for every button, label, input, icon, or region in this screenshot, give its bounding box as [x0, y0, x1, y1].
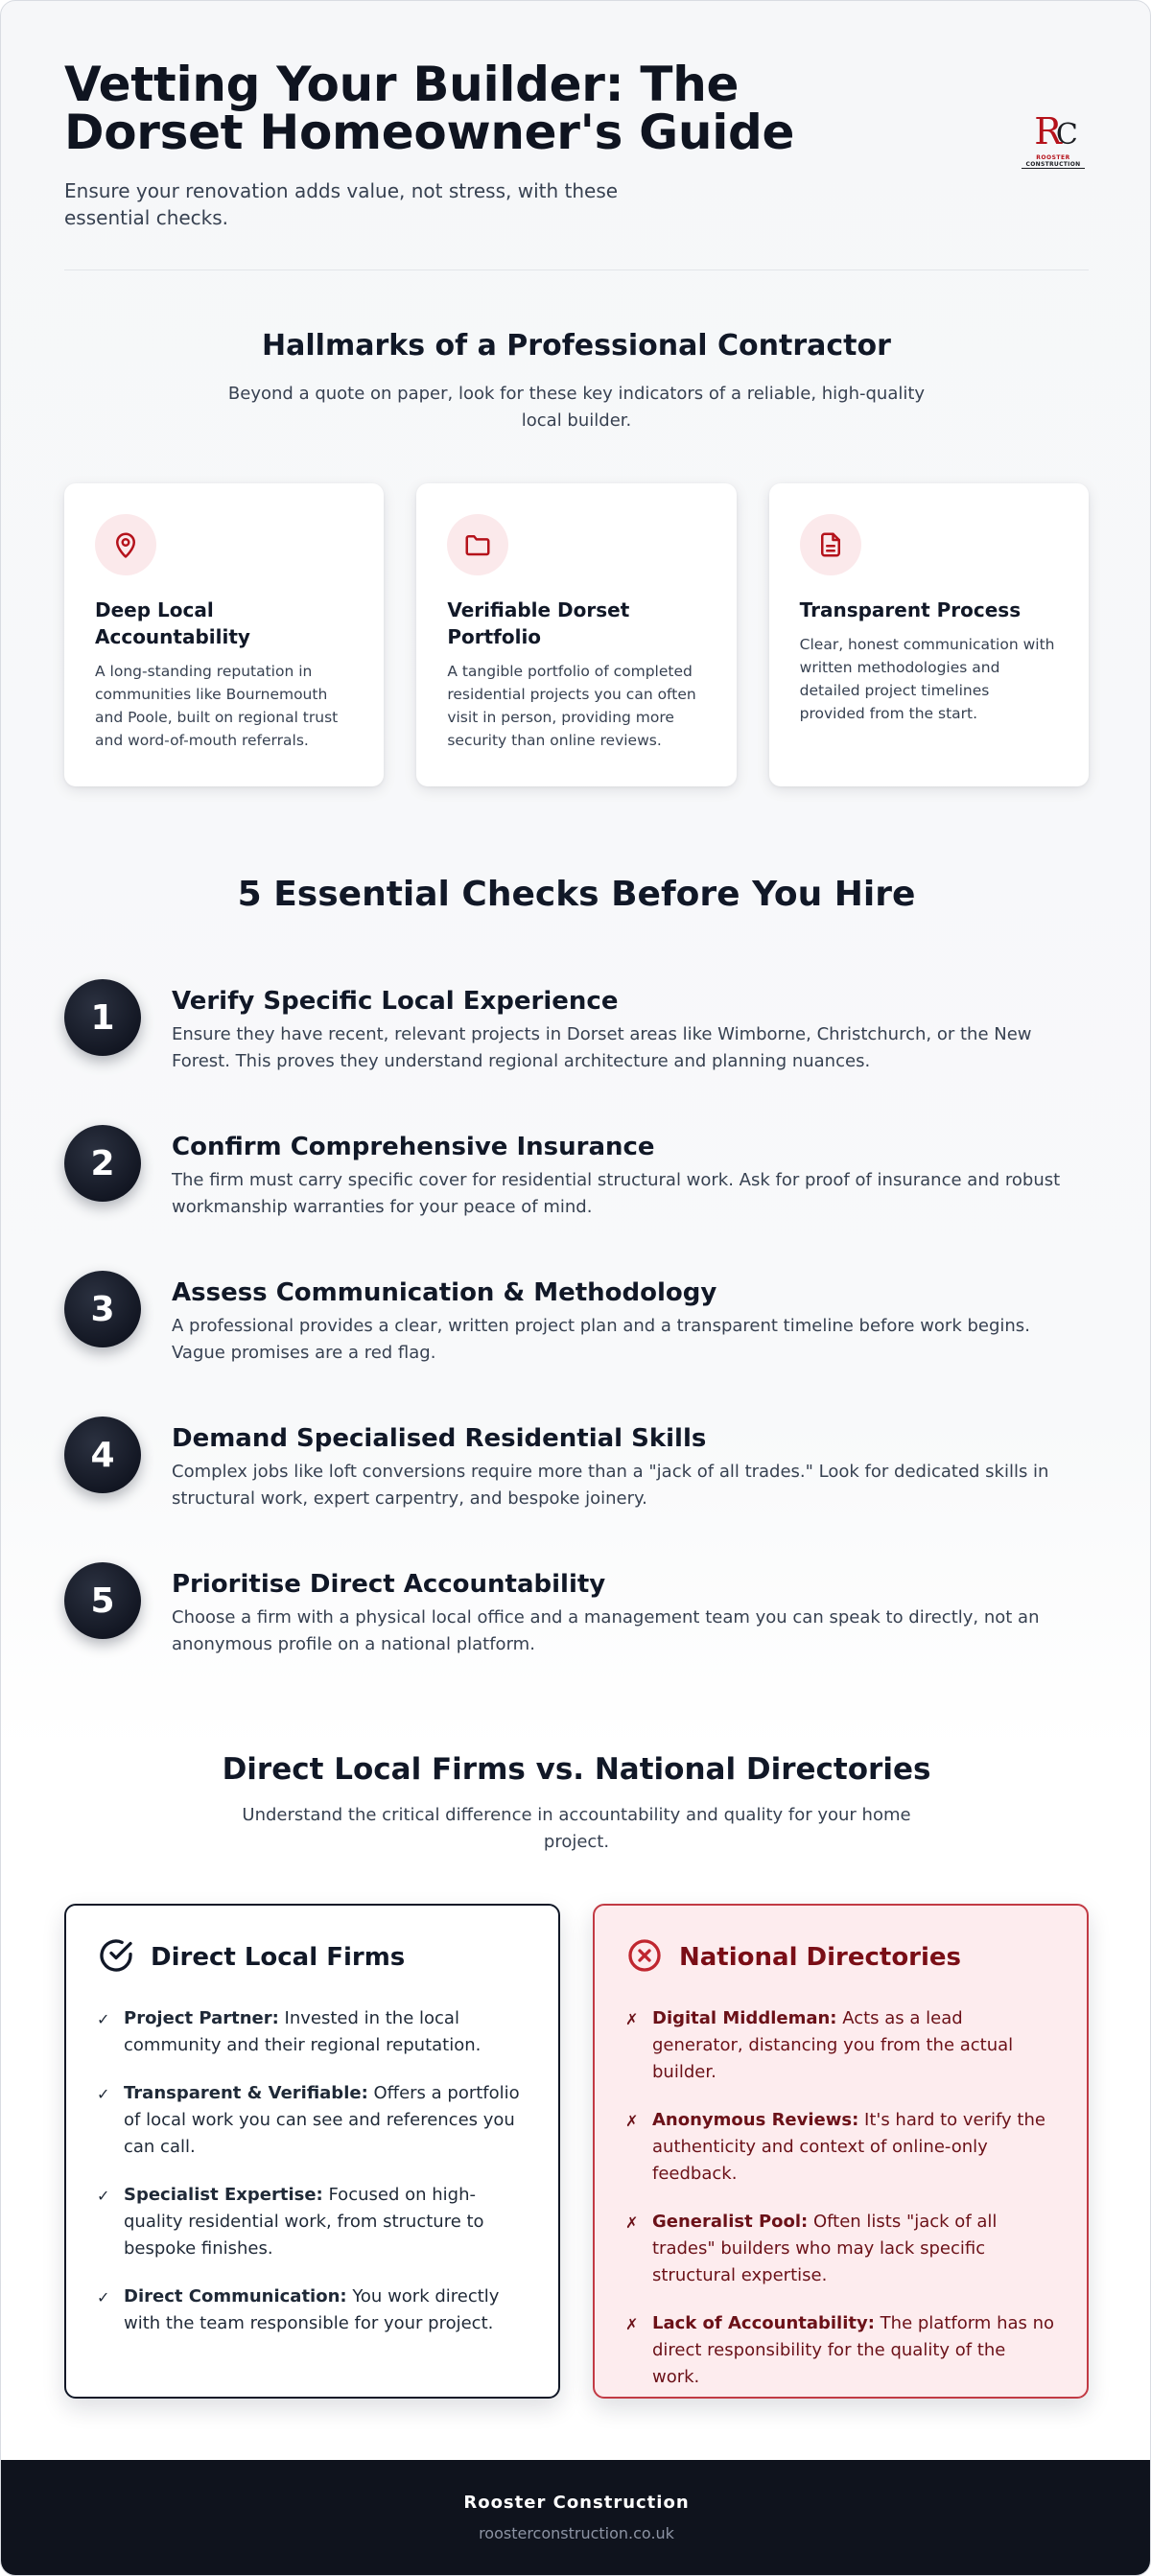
hallmarks-title: Hallmarks of a Professional Contractor: [262, 329, 891, 363]
check-item: [64, 1125, 1089, 1230]
check-text: Ensure they have recent, relevant projects in Dorset areas like Wimborne, Christchurch, or the New Forest. This proves they understand regional architecture and planning nuances.: [172, 1024, 1032, 1071]
footer-brand: Rooster Construction: [463, 2493, 690, 2513]
check-item: [64, 979, 1089, 1085]
check-item: [64, 1271, 1089, 1376]
logo-wordmark: ROOSTER: [1036, 154, 1070, 161]
panel-title: Direct Local Firms: [151, 1943, 406, 1972]
map-pin-icon: [95, 514, 156, 575]
comparison-title: Direct Local Firms vs. National Directories: [222, 1752, 931, 1787]
company-logo: [1022, 112, 1085, 176]
x-circle-icon: [625, 1936, 664, 1979]
local-firms-list: [97, 2005, 528, 2337]
list-item: ✓ Project Partner: Invested in the local community and their regional reputation.: [97, 2005, 528, 2059]
hallmark-title: Transparent Process: [799, 598, 1022, 621]
check-text: Complex jobs like loft conversions require more than a "jack of all trades." Look for dedicated skills in structural work, expert carpentry, and bespoke joinery.: [172, 1462, 1049, 1509]
step-number-badge: 3: [64, 1271, 141, 1347]
check-text: The firm must carry specific cover for residential structural work. Ask for proof of insurance and robust workmanship warranties for your peace of mind.: [172, 1170, 1061, 1217]
step-number-badge: 4: [64, 1417, 141, 1493]
local-firms-panel: [64, 1904, 560, 2399]
step-number-badge: 5: [64, 1562, 141, 1639]
cross-mark-icon: ✗: [625, 2112, 639, 2130]
hallmarks-subtitle: Beyond a quote on paper, look for these key indicators of a reliable, high-quality local builder.: [227, 384, 926, 431]
logo-monogram: RC: [1034, 110, 1072, 152]
page-footer: [1, 2460, 1151, 2576]
check-item: [64, 1417, 1089, 1522]
check-item: [64, 1562, 1089, 1668]
comparison-panels: [64, 1904, 1089, 2399]
list-item: ✗ Generalist Pool: Often lists "jack of all trades" builders who may lack specific structural expertise.: [625, 2209, 1056, 2289]
checkmark-icon: ✓: [97, 2288, 110, 2307]
comparison-subtitle: Understand the critical difference in accountability and quality for your home project.: [242, 1805, 911, 1852]
check-title: Demand Specialised Residential Skills: [172, 1424, 707, 1453]
list-item: ✓ Direct Communication: You work directly with the team responsible for your project.: [97, 2283, 528, 2337]
hallmark-text: A tangible portfolio of completed residential projects you can often visit in person, providing more security than online reviews.: [447, 663, 696, 749]
hallmark-card: [64, 483, 384, 786]
list-item: ✓ Specialist Expertise: Focused on high-quality residential work, from structure to bespoke finishes.: [97, 2182, 528, 2262]
hallmark-card: [416, 483, 736, 786]
cross-mark-icon: ✗: [625, 2315, 639, 2333]
page-subtitle: Ensure your renovation adds value, not stress, with these essential checks.: [64, 179, 619, 229]
list-item: ✗ Lack of Accountability: The platform has no direct responsibility for the quality of the work.: [625, 2310, 1056, 2391]
national-directories-list: [625, 2005, 1056, 2391]
list-item: ✗ Digital Middleman: Acts as a lead generator, distancing you from the actual builder.: [625, 2005, 1056, 2086]
list-item: ✗ Anonymous Reviews: It's hard to verify the authenticity and context of online-only feedback.: [625, 2107, 1056, 2188]
hallmark-text: A long-standing reputation in communities like Bournemouth and Poole, built on regional trust and word-of-mouth referrals.: [95, 663, 339, 749]
check-circle-icon: [97, 1936, 135, 1979]
check-title: Verify Specific Local Experience: [172, 987, 619, 1016]
footer-website-link[interactable]: roosterconstruction.co.uk: [479, 2524, 674, 2542]
checks-title: 5 Essential Checks Before You Hire: [237, 875, 916, 914]
check-title: Assess Communication & Methodology: [172, 1278, 717, 1307]
cross-mark-icon: ✗: [625, 2213, 639, 2232]
cross-mark-icon: ✗: [625, 2010, 639, 2028]
check-text: A professional provides a clear, written project plan and a transparent timeline before work begins. Vague promises are a red flag.: [172, 1316, 1030, 1363]
national-directories-panel: [593, 1904, 1089, 2399]
document-icon: [800, 514, 861, 575]
folder-icon: [447, 514, 508, 575]
hallmark-title: Verifiable Dorset Portfolio: [447, 598, 630, 648]
step-number-badge: 1: [64, 979, 141, 1056]
page-header: [64, 57, 1089, 269]
page-title: Vetting Your Builder: The Dorset Homeowner's Guide: [64, 57, 795, 160]
list-item: ✓ Transparent & Verifiable: Offers a portfolio of local work you can see and references you can call.: [97, 2080, 528, 2161]
check-text: Choose a firm with a physical local office and a management team you can speak to directly, not an anonymous profile on a national platform.: [172, 1607, 1040, 1654]
hallmarks-cards: [64, 483, 1089, 786]
checkmark-icon: ✓: [97, 2187, 110, 2205]
check-title: Confirm Comprehensive Insurance: [172, 1133, 655, 1161]
hallmark-card: [769, 483, 1089, 786]
hallmark-text: Clear, honest communication with written methodologies and detailed project timelines provided from the start.: [799, 636, 1055, 722]
logo-wordmark-sub: CONSTRUCTION: [1022, 161, 1085, 169]
panel-title: National Directories: [679, 1943, 962, 1972]
hallmark-title: Deep Local Accountability: [95, 598, 250, 648]
checkmark-icon: ✓: [97, 2085, 110, 2103]
checkmark-icon: ✓: [97, 2010, 110, 2028]
header-divider: [64, 269, 1089, 270]
check-title: Prioritise Direct Accountability: [172, 1570, 606, 1599]
step-number-badge: 2: [64, 1125, 141, 1202]
